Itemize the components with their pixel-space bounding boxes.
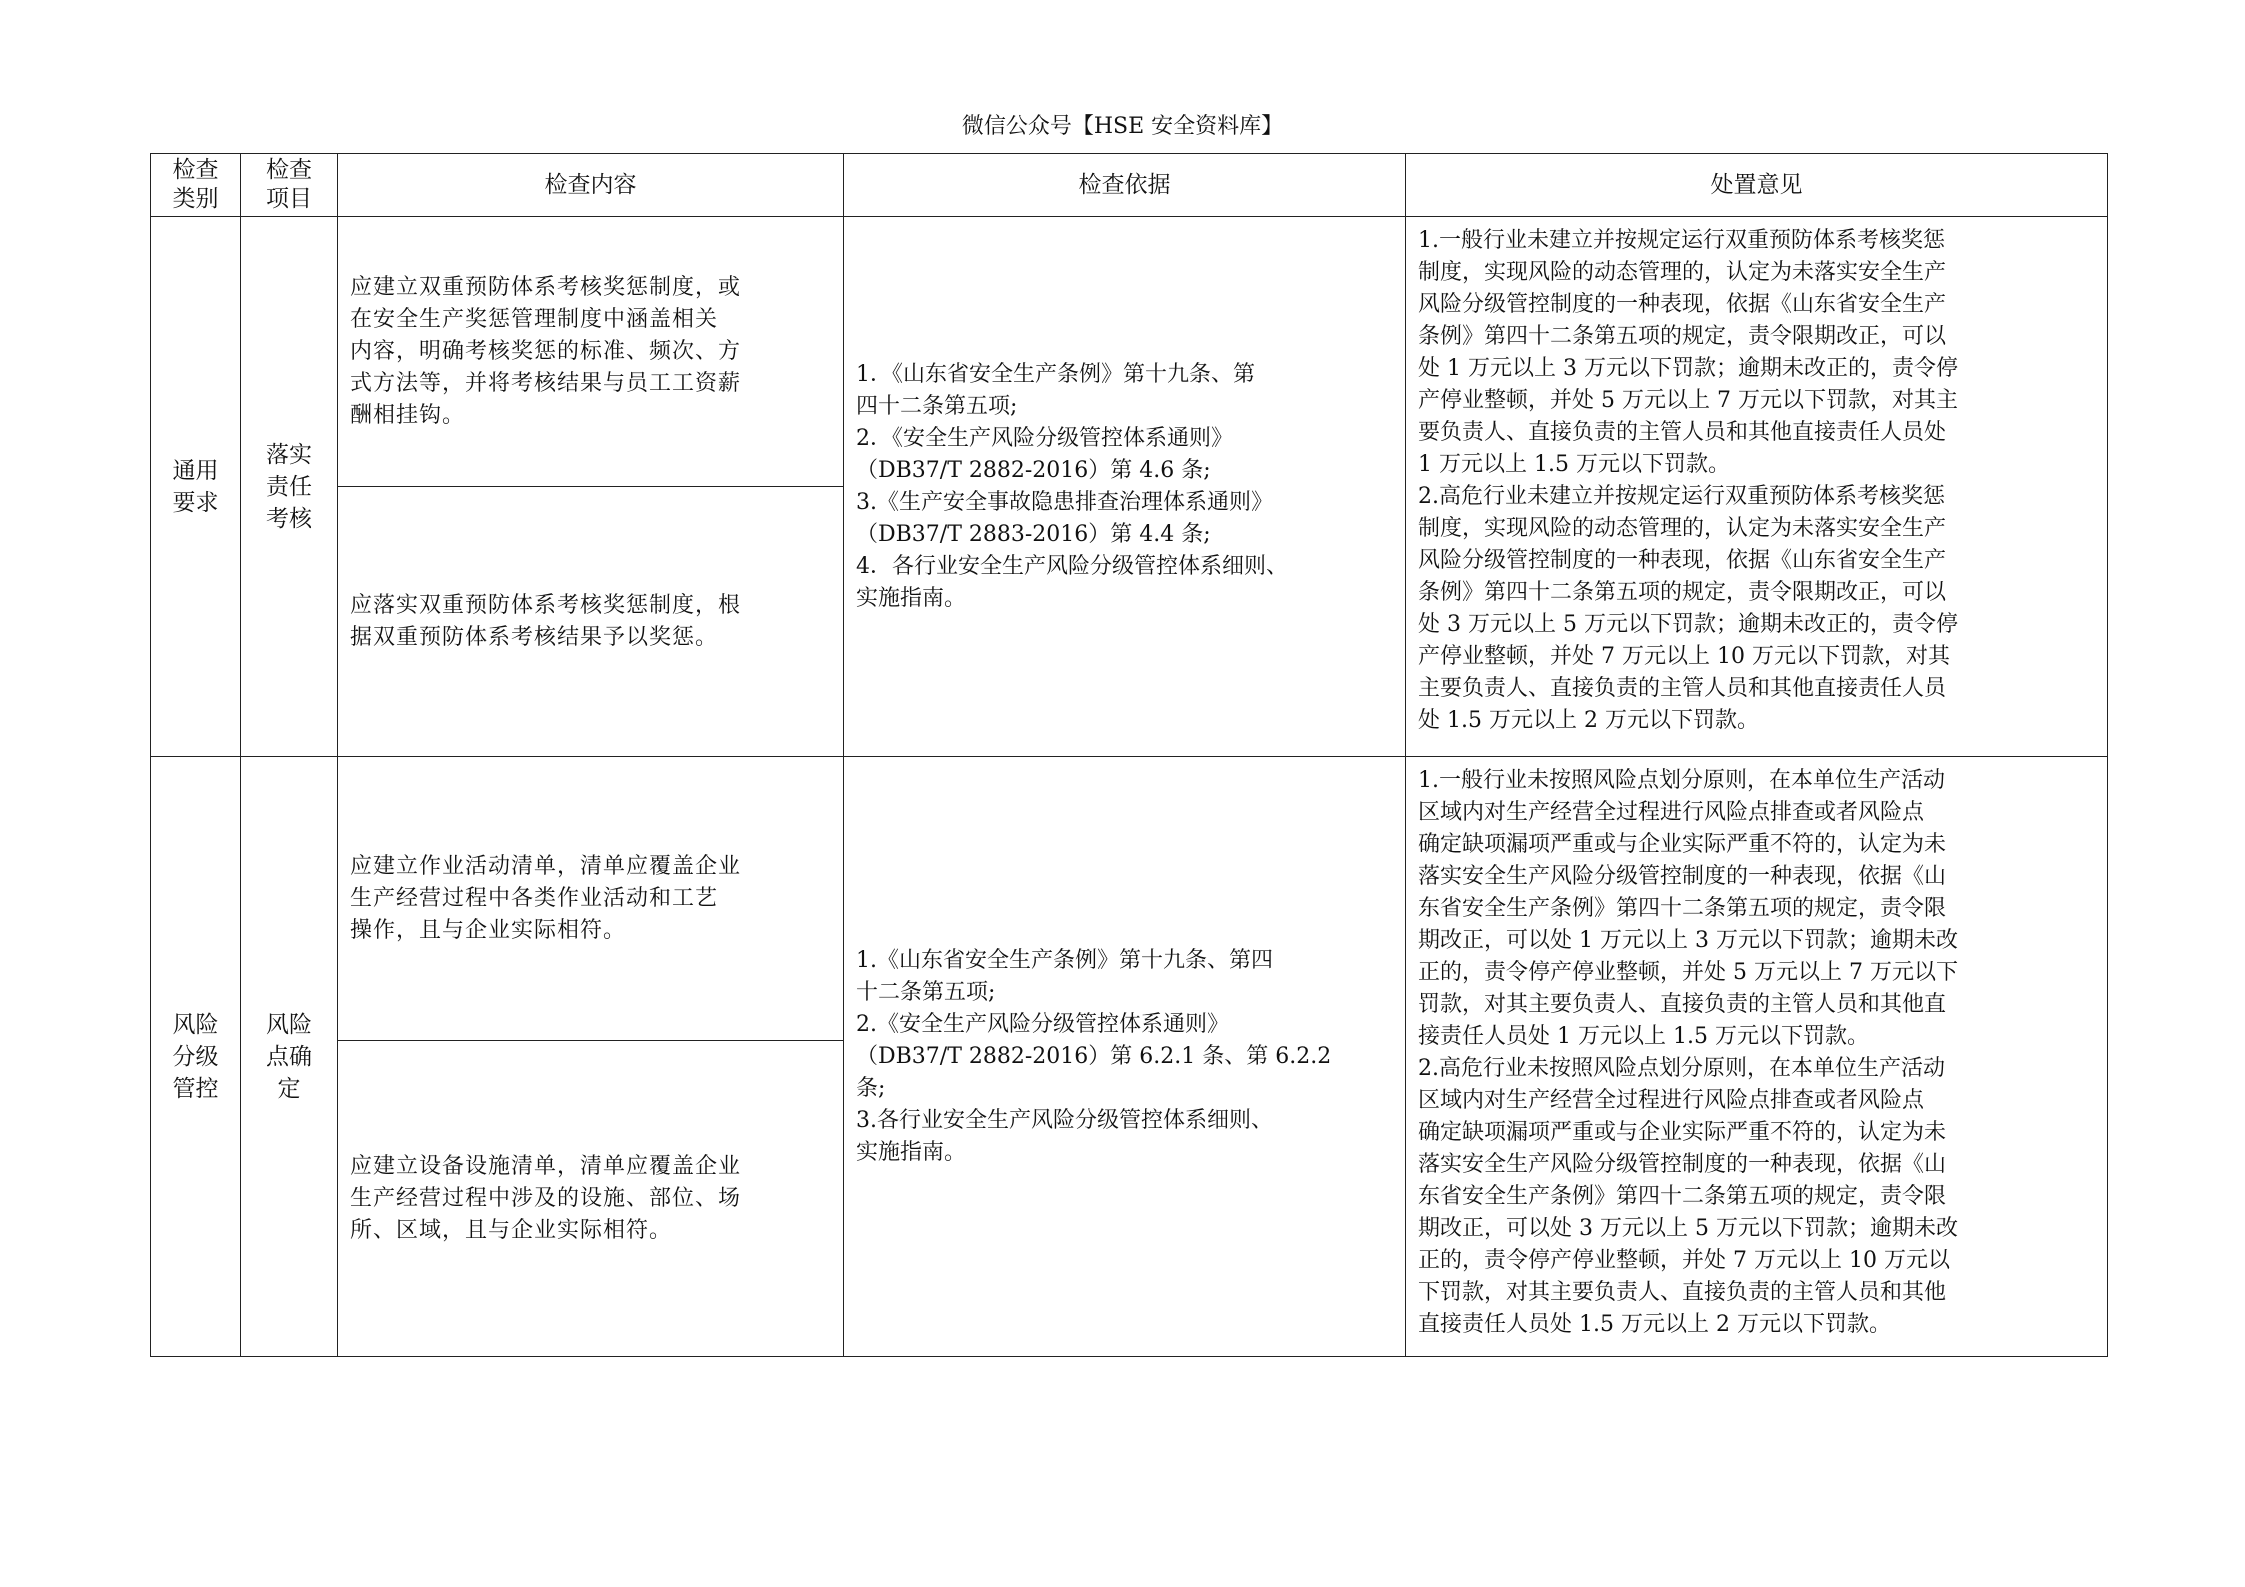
item-line: 考核 [266,505,312,532]
basis-line: 2．《安全生产风险分级管控体系通则》 [856,425,1233,451]
content-line: 生产经营过程中涉及的设施、部位、场 [350,1185,742,1211]
content-line: 应建立设备设施清单，清单应覆盖企业 [350,1153,742,1179]
header-content: 检查内容 [338,154,844,217]
category-line: 通用 [172,457,219,484]
content-line: 酬相挂钩。 [350,402,466,428]
content-line: 应建立双重预防体系考核奖惩制度，或 [350,274,742,300]
header-category-line: 类别 [172,186,219,212]
opinion-line: 落实安全生产风险分级管控制度的一种表现，依据《山 [1418,864,1947,889]
opinion-line: 主要负责人、直接负责的主管人员和其他直接责任人员 [1418,676,1947,701]
item-line: 风险 [266,1011,312,1038]
category-line: 要求 [172,489,219,516]
basis-line: 实施指南。 [856,1139,967,1165]
content-line: 应建立作业活动清单，清单应覆盖企业 [350,853,742,879]
table-row [151,757,2108,1041]
content-line: 据双重预防体系考核结果予以奖惩。 [350,624,719,650]
opinion-line: 处 3 万元以上 5 万元以下罚款；逾期未改正的，责令停 [1418,612,1958,637]
page-header: 微信公众号【HSE 安全资料库】 [961,114,1284,139]
opinion-cell [1406,217,2108,757]
basis-line: （DB37/T 2882-2016）第 6.2.1 条、第 6.2.2 [856,1043,1332,1069]
basis-cell [844,757,1406,1357]
content-cell [338,487,844,757]
opinion-line: 直接责任人员处 1.5 万元以上 2 万元以下罚款。 [1418,1312,1891,1337]
opinion-line: 处 1 万元以上 3 万元以下罚款；逾期未改正的，责令停 [1418,356,1958,381]
category-cell [151,217,241,757]
opinion-line: 1 万元以上 1.5 万元以下罚款。 [1418,452,1730,477]
basis-cell [844,217,1406,757]
content-line: 所、区域，且与企业实际相符。 [350,1217,673,1243]
opinion-line: 条例》第四十二条第五项的规定，责令限期改正，可以 [1418,580,1947,605]
opinion-line: 正的，责令停产停业整顿，并处 5 万元以上 7 万元以下 [1418,960,1958,985]
basis-line: 条; [856,1075,886,1101]
content-line: 内容，明确考核奖惩的标准、频次、方 [350,338,742,364]
header-basis: 检查依据 [844,154,1406,217]
basis-line: 四十二条第五项; [856,393,1018,419]
item-cell [241,757,338,1357]
item-cell [241,217,338,757]
opinion-line: 确定缺项漏项严重或与企业实际严重不符的，认定为未 [1418,1120,1947,1145]
header-item-line: 检查 [266,157,312,183]
category-line: 分级 [172,1043,219,1070]
opinion-line: 东省安全生产条例》第四十二条第五项的规定，责令限 [1418,896,1947,921]
item-line: 点确 [266,1043,312,1070]
item-line: 落实 [266,441,312,468]
header-opinion: 处置意见 [1406,154,2108,217]
opinion-line: 正的，责令停产停业整顿，并处 7 万元以上 10 万元以 [1418,1248,1950,1273]
basis-line: 2.《安全生产风险分级管控体系通则》 [856,1011,1229,1037]
opinion-line: 落实安全生产风险分级管控制度的一种表现，依据《山 [1418,1152,1947,1177]
opinion-line: 制度，实现风险的动态管理的，认定为未落实安全生产 [1418,260,1947,285]
header-item [241,154,338,217]
opinion-line: 确定缺项漏项严重或与企业实际严重不符的，认定为未 [1418,832,1947,857]
opinion-line: 2.高危行业未建立并按规定运行双重预防体系考核奖惩 [1418,484,1945,509]
opinion-line: 产停业整顿，并处 5 万元以上 7 万元以下罚款，对其主 [1418,388,1958,413]
category-cell [151,757,241,1357]
opinion-line: 产停业整顿，并处 7 万元以上 10 万元以下罚款，对其 [1418,644,1950,669]
opinion-line: 2.高危行业未按照风险点划分原则，在本单位生产活动 [1418,1056,1945,1081]
category-line: 风险 [172,1011,219,1038]
opinion-line: 东省安全生产条例》第四十二条第五项的规定，责令限 [1418,1184,1947,1209]
header-category-line: 检查 [172,157,219,183]
opinion-line: 下罚款，对其主要负责人、直接负责的主管人员和其他 [1418,1280,1947,1305]
content-cell [338,757,844,1041]
content-line: 式方法等，并将考核结果与员工工资薪 [350,370,742,396]
opinion-line: 接责任人员处 1 万元以上 1.5 万元以下罚款。 [1418,1024,1869,1049]
content-line: 应落实双重预防体系考核奖惩制度，根 [350,592,742,618]
opinion-line: 风险分级管控制度的一种表现，依据《山东省安全生产 [1418,292,1947,317]
header-category [151,154,241,217]
opinion-line: 1.一般行业未建立并按规定运行双重预防体系考核奖惩 [1418,228,1945,253]
content-cell [338,1041,844,1357]
opinion-line: 罚款，对其主要负责人、直接负责的主管人员和其他直 [1418,992,1947,1017]
opinion-line: 处 1.5 万元以上 2 万元以下罚款。 [1418,708,1759,733]
content-line: 在安全生产奖惩管理制度中涵盖相关 [350,306,719,332]
item-line: 定 [277,1075,301,1102]
basis-line: （DB37/T 2882-2016）第 4.6 条; [856,457,1211,483]
opinion-line: 期改正，可以处 3 万元以上 5 万元以下罚款；逾期未改 [1418,1216,1958,1241]
opinion-line: 期改正，可以处 1 万元以上 3 万元以下罚款；逾期未改 [1418,928,1958,953]
opinion-line: 要负责人、直接负责的主管人员和其他直接责任人员处 [1418,420,1947,445]
basis-line: 实施指南。 [856,585,967,611]
item-line: 责任 [266,473,312,500]
opinion-line: 区域内对生产经营全过程进行风险点排查或者风险点 [1418,800,1925,825]
basis-line: （DB37/T 2883-2016）第 4.4 条; [856,521,1211,547]
category-line: 管控 [172,1075,219,1102]
basis-line: 1．《山东省安全生产条例》第十九条、第 [856,361,1255,387]
opinion-cell [1406,757,2108,1357]
content-cell [338,217,844,487]
header-item-line: 项目 [266,186,312,212]
opinion-line: 制度，实现风险的动态管理的，认定为未落实安全生产 [1418,516,1947,541]
opinion-line: 区域内对生产经营全过程进行风险点排查或者风险点 [1418,1088,1925,1113]
table-row [151,217,2108,487]
opinion-line: 1.一般行业未按照风险点划分原则，在本单位生产活动 [1418,768,1945,793]
content-line: 生产经营过程中各类作业活动和工艺 [350,885,719,911]
basis-line: 4．各行业安全生产风险分级管控体系细则、 [856,553,1288,579]
inspection-table [150,153,2108,1357]
table-header-row [151,154,2108,217]
basis-line: 3.《生产安全事故隐患排查治理体系通则》 [856,489,1273,515]
basis-line: 1.《山东省安全生产条例》第十九条、第四 [856,947,1273,973]
opinion-line: 风险分级管控制度的一种表现，依据《山东省安全生产 [1418,548,1947,573]
basis-line: 3.各行业安全生产风险分级管控体系细则、 [856,1107,1273,1133]
basis-line: 十二条第五项; [856,979,996,1005]
opinion-line: 条例》第四十二条第五项的规定，责令限期改正，可以 [1418,324,1947,349]
content-line: 操作，且与企业实际相符。 [350,917,627,943]
